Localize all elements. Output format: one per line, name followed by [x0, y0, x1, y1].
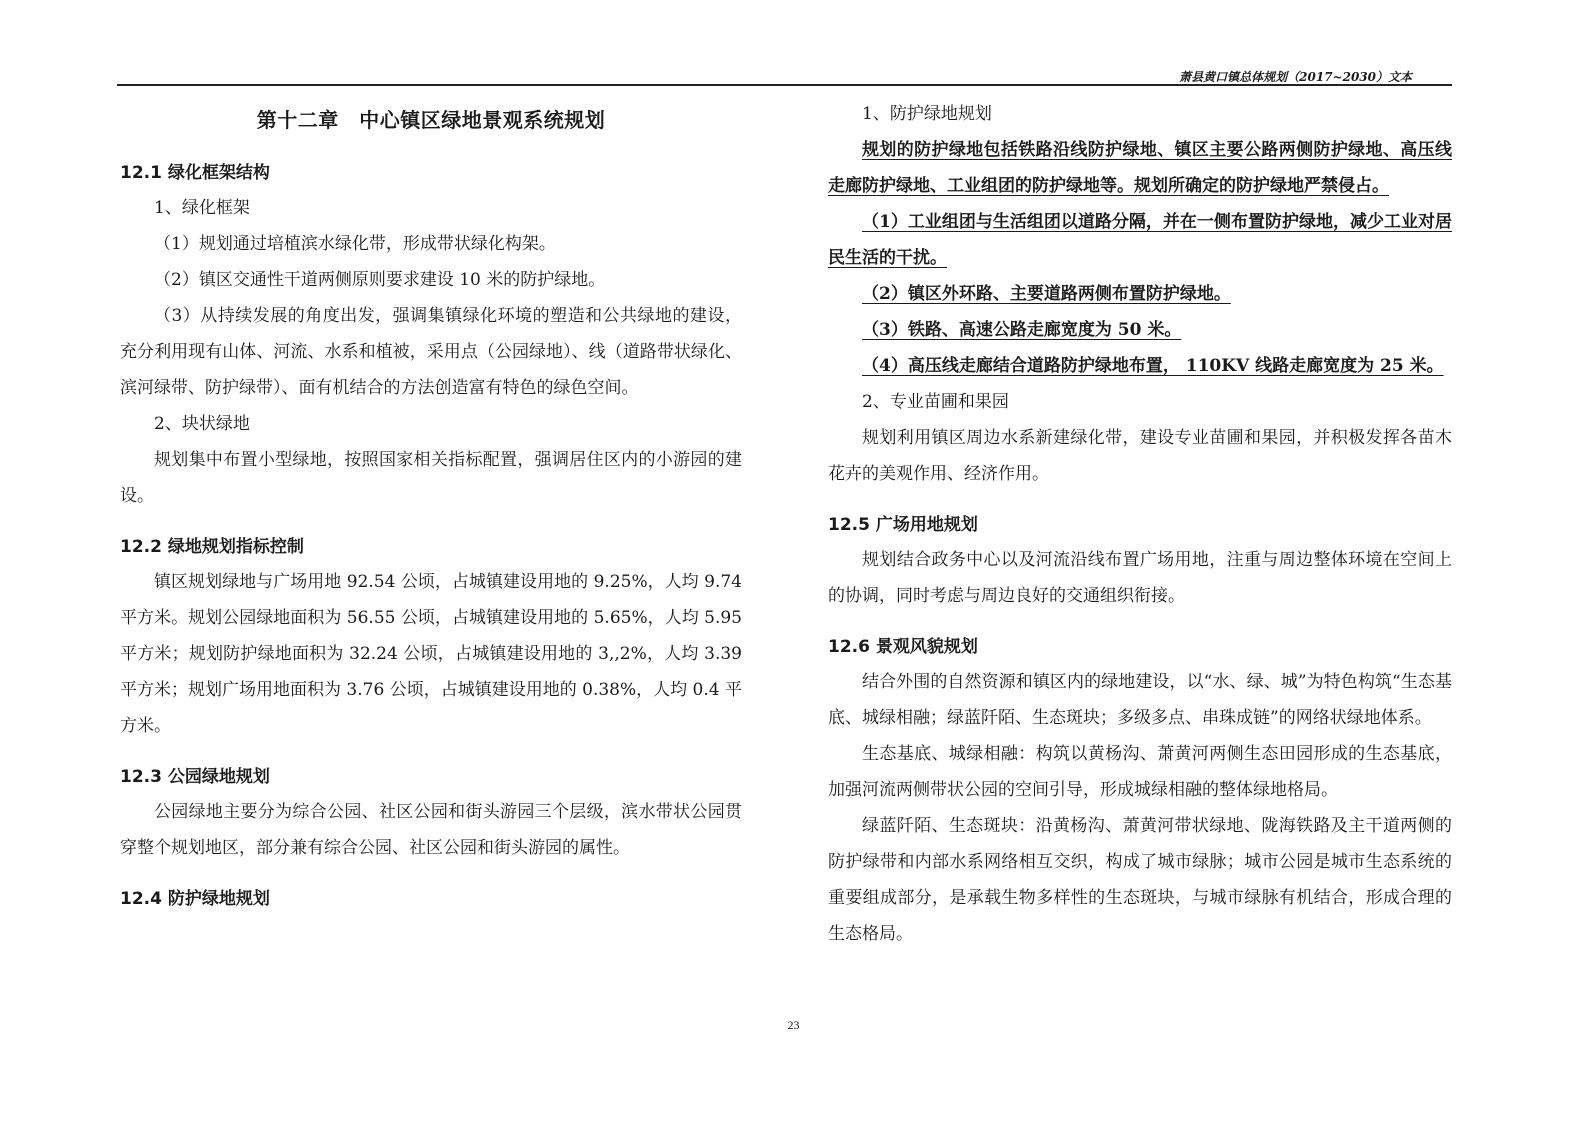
- paragraph: 公园绿地主要分为综合公园、社区公园和街头游园三个层级，滨水带状公园贯穿整个规划地区，部分兼有综合公园、社区公园和街头游园的属性。: [120, 802, 742, 858]
- paragraph: （1）规划通过培植滨水绿化带，形成带状绿化构架。: [154, 234, 556, 254]
- spacer: [120, 514, 742, 530]
- spacer: [120, 866, 742, 882]
- right-column: [828, 96, 1452, 952]
- paragraph: 规划集中布置小型绿地，按照国家相关指标配置，强调居住区内的小游园的建设。: [120, 450, 742, 506]
- section-heading-12-2: 12.2 绿地规划指标控制: [120, 537, 304, 557]
- section-heading-12-3: 12.3 公园绿地规划: [120, 767, 270, 787]
- spacer: [120, 744, 742, 760]
- emphasized-paragraph: （3）铁路、高速公路走廊宽度为 50 米。: [862, 320, 1182, 340]
- section-heading-12-6: 12.6 景观风貌规划: [828, 637, 978, 657]
- paragraph: 2、块状绿地: [154, 414, 250, 434]
- paragraph: 1、绿化框架: [154, 198, 250, 218]
- section-heading-12-1: 12.1 绿化框架结构: [120, 163, 270, 183]
- document-header-title: 萧县黄口镇总体规划（2017~2030）文本: [1179, 70, 1412, 84]
- paragraph: 规划结合政务中心以及河流沿线布置广场用地，注重与周边整体环境在空间上的协调，同时考虑与周边良好的交通组织衔接。: [828, 550, 1452, 606]
- emphasized-paragraph: 规划的防护绿地包括铁路沿线防护绿地、镇区主要公路两侧防护绿地、高压线走廊防护绿地、工业组团的防护绿地等。规划所确定的防护绿地严禁侵占。: [828, 140, 1452, 196]
- spacer: [828, 492, 1452, 508]
- paragraph: （2）镇区交通性干道两侧原则要求建设 10 米的防护绿地。: [154, 270, 606, 290]
- paragraph: 1、防护绿地规划: [862, 104, 992, 124]
- paragraph: 结合外围的自然资源和镇区内的绿地建设，以“水、绿、城”为特色构筑“生态基底、城绿相融；绿蓝阡陌、生态斑块；多级多点、串珠成链”的网络状绿地体系。: [828, 672, 1452, 728]
- emphasized-paragraph: （2）镇区外环路、主要道路两侧布置防护绿地。: [862, 284, 1231, 304]
- paragraph: 绿蓝阡陌、生态斑块：沿黄杨沟、萧黄河带状绿地、陇海铁路及主干道两侧的防护绿带和内部水系网络相互交织，构成了城市绿脉；城市公园是城市生态系统的重要组成部分，是承载生物多样性的生态斑块，与城市绿脉有机结合，形成合理的生态格局。: [828, 816, 1452, 944]
- paragraph: 生态基底、城绿相融：构筑以黄杨沟、萧黄河两侧生态田园形成的生态基底，加强河流两侧带状公园的空间引导，形成城绿相融的整体绿地格局。: [828, 744, 1452, 800]
- left-column: [120, 96, 742, 916]
- chapter-title: 第十二章 中心镇区绿地景观系统规划: [256, 108, 606, 132]
- section-heading-12-5: 12.5 广场用地规划: [828, 515, 978, 535]
- paragraph: 2、专业苗圃和果园: [862, 392, 1009, 412]
- page-number: 23: [787, 1018, 800, 1032]
- section-heading-12-4: 12.4 防护绿地规划: [120, 889, 270, 909]
- header-divider: [117, 84, 1452, 86]
- spacer: [828, 614, 1452, 630]
- emphasized-paragraph: （4）高压线走廊结合道路防护绿地布置， 110KV 线路走廊宽度为 25 米。: [862, 356, 1444, 376]
- paragraph: 镇区规划绿地与广场用地 92.54 公顷，占城镇建设用地的 9.25%，人均 9.74 平方米。规划公园绿地面积为 56.55 公顷，占城镇建设用地的 5.65%，人均 5.95 平方米；规划防护绿地面积为 32.24 公顷，占城镇建设用地的 3,,2%，人均 3.39 平方米；规划广场用地面积为 3.76 公顷，占城镇建设用地的 0.38%，人均 0.4 平方米。: [120, 572, 742, 736]
- emphasized-paragraph: （1）工业组团与生活组团以道路分隔，并在一侧布置防护绿地，减少工业对居民生活的干扰。: [828, 212, 1452, 268]
- paragraph: 规划利用镇区周边水系新建绿化带，建设专业苗圃和果园，并积极发挥各苗木花卉的美观作用、经济作用。: [828, 428, 1452, 484]
- paragraph: （3）从持续发展的角度出发，强调集镇绿化环境的塑造和公共绿地的建设，充分利用现有山体、河流、水系和植被，采用点（公园绿地）、线（道路带状绿化、滨河绿带、防护绿带）、面有机结合的方法创造富有特色的绿色空间。: [120, 306, 742, 398]
